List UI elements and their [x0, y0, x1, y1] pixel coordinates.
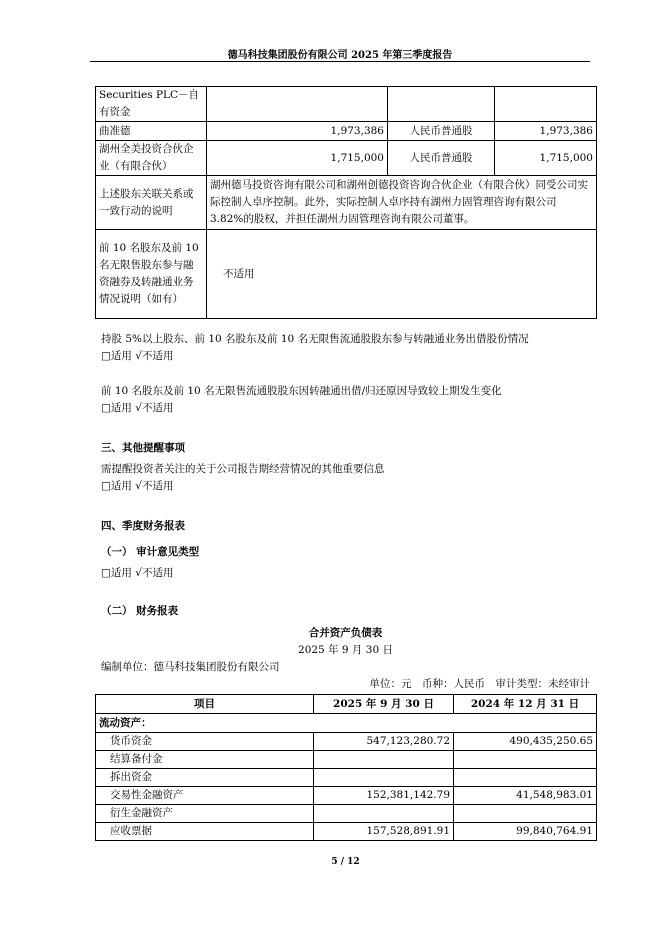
table-row — [96, 122, 597, 141]
margin-text: 不适用 — [207, 230, 597, 319]
related-text: 湖州德马投资咨询有限公司和湖州创德投资咨询合伙企业（有限合伙）同受公司实际控制人卓序控制。此外，实际控制人卓序持有湖州力固管理咨询有限公司 3.82%的股权，并担任湖州力固管理咨询有限公司董事。 — [207, 176, 597, 230]
shareholder-name: 曲准德 — [96, 122, 207, 141]
table-row: 应收票据 157,528,891.91 99,840,764.91 — [96, 823, 597, 841]
units-note: 单位：元 币种：人民币 审计类型：未经审计 — [369, 678, 590, 690]
column-header: 2025 年 9 月 30 日 — [314, 695, 454, 714]
share-quantity: 1,715,000 — [495, 141, 597, 176]
column-header: 项目 — [96, 695, 314, 714]
change-option: □适用 √不适用 — [101, 402, 174, 414]
section-4-heading: 四、季度财务报表 — [101, 520, 185, 532]
shareholder-name: 湖州全美投资合伙企业（有限合伙） — [96, 141, 207, 176]
margin-label: 前 10 名股东及前 10 名无限售股东参与融资融券及转融通业务情况说明（如有） — [96, 230, 207, 319]
table-row: 衍生金融资产 — [96, 805, 597, 823]
table-row — [96, 141, 597, 176]
lending-title: 持股 5%以上股东、前 10 名股东及前 10 名无限售流通股股东参与转融通业务出借股份情况 — [101, 333, 529, 345]
table-row — [96, 176, 597, 230]
table-row — [96, 714, 597, 733]
share-count: 1,715,000 — [207, 141, 388, 176]
balance-sheet-date: 2025 年 9 月 30 日 — [298, 644, 393, 656]
header-divider — [90, 61, 590, 62]
column-header: 2024 年 12 月 31 日 — [454, 695, 597, 714]
table-row: 结算备付金 — [96, 751, 597, 769]
report-header: 德马科技集团股份有限公司 2025 年第三季度报告 — [227, 50, 453, 61]
preparer-unit: 编制单位：德马科技集团股份有限公司 — [101, 661, 280, 673]
lending-option: □适用 √不适用 — [101, 350, 174, 362]
table-row: 拆出资金 — [96, 769, 597, 787]
table-row — [96, 230, 597, 319]
share-type: 人民币普通股 — [388, 141, 495, 176]
balance-sheet-table — [95, 694, 597, 841]
section-3-heading: 三、其他提醒事项 — [101, 442, 185, 454]
section-4-2-heading: （二） 财务报表 — [101, 605, 179, 617]
share-quantity: 1,973,386 — [495, 122, 597, 141]
related-label: 上述股东关联关系或一致行动的说明 — [96, 176, 207, 230]
section-4-1-heading: （一） 审计意见类型 — [101, 546, 200, 558]
share-type: 人民币普通股 — [388, 122, 495, 141]
change-title: 前 10 名股东及前 10 名无限售流通股股东因转融通出借/归还原因导致较上期发生变化 — [101, 385, 502, 397]
section-label: 流动资产： — [96, 714, 597, 733]
section-4-1-option: □适用 √不适用 — [101, 567, 174, 579]
table-row — [96, 87, 597, 122]
balance-sheet-title: 合并资产负债表 — [308, 627, 383, 639]
shareholder-table — [95, 86, 597, 319]
table-header-row — [96, 695, 597, 714]
section-3-text: 需提醒投资者关注的关于公司报告期经营情况的其他重要信息 — [101, 463, 385, 475]
shareholder-name: Securities PLC－自有资金 — [96, 87, 207, 122]
section-3-option: □适用 √不适用 — [101, 480, 174, 492]
table-row: 交易性金融资产 152,381,142.79 41,548,983.01 — [96, 787, 597, 805]
share-count: 1,973,386 — [207, 122, 388, 141]
page-number: 5 / 12 — [331, 857, 360, 867]
table-row: 货币资金 547,123,280.72 490,435,250.65 — [96, 733, 597, 751]
